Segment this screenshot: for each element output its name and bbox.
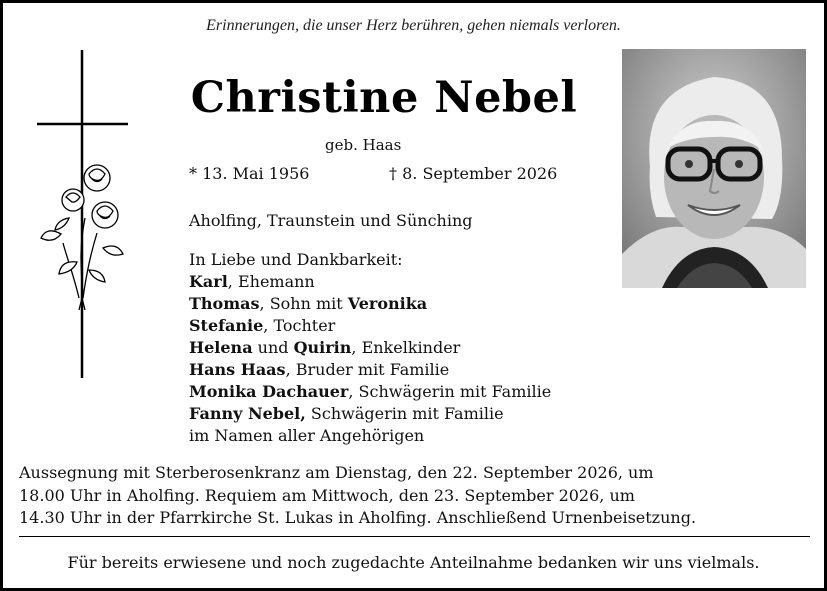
service-line: 18.00 Uhr in Aholfing. Requiem am Mittwoch, den 23. September 2026, um [19,485,635,505]
service-info [19,462,809,530]
birth-date: * 13. Mai 1956 [189,164,310,183]
mourner-line: Helena und Quirin, Enkelkinder [189,338,461,357]
death-date: † 8. September 2026 [389,164,558,183]
deceased-name: Christine Nebel [190,73,578,123]
mourner-line: Karl, Ehemann [189,272,315,291]
birth-name: geb. Haas [325,136,402,154]
mourner-line: Thomas, Sohn mit Veronika [189,294,428,313]
mourners-list [189,249,551,447]
places: Aholfing, Traunstein und Sünching [189,211,473,230]
thanks-note: Für bereits erwiesene und noch zugedachte Anteilnahme bedanken wir uns vielmals. [67,553,760,572]
mourner-line: Fanny Nebel, Schwägerin mit Familie [189,404,504,423]
service-line: 14.30 Uhr in der Pfarrkirche St. Lukas in Aholfing. Anschließend Urnenbeisetzung. [19,508,697,527]
mourner-line: Hans Haas, Bruder mit Familie [189,360,450,379]
motto: Erinnerungen, die unser Herz berühren, gehen niemals verloren. [206,17,621,34]
cross-icon [33,48,133,383]
portrait-photo [622,49,806,288]
divider [19,536,810,537]
mourner-line: Monika Dachauer, Schwägerin mit Familie [189,382,552,401]
mourners-closing: im Namen aller Angehörigen [189,426,425,445]
mourner-line: Stefanie, Tochter [189,316,336,335]
mourners-intro: In Liebe und Dankbarkeit: [189,250,403,269]
service-line: Aussegnung mit Sterberosenkranz am Dienstag, den 22. September 2026, um [19,463,654,482]
